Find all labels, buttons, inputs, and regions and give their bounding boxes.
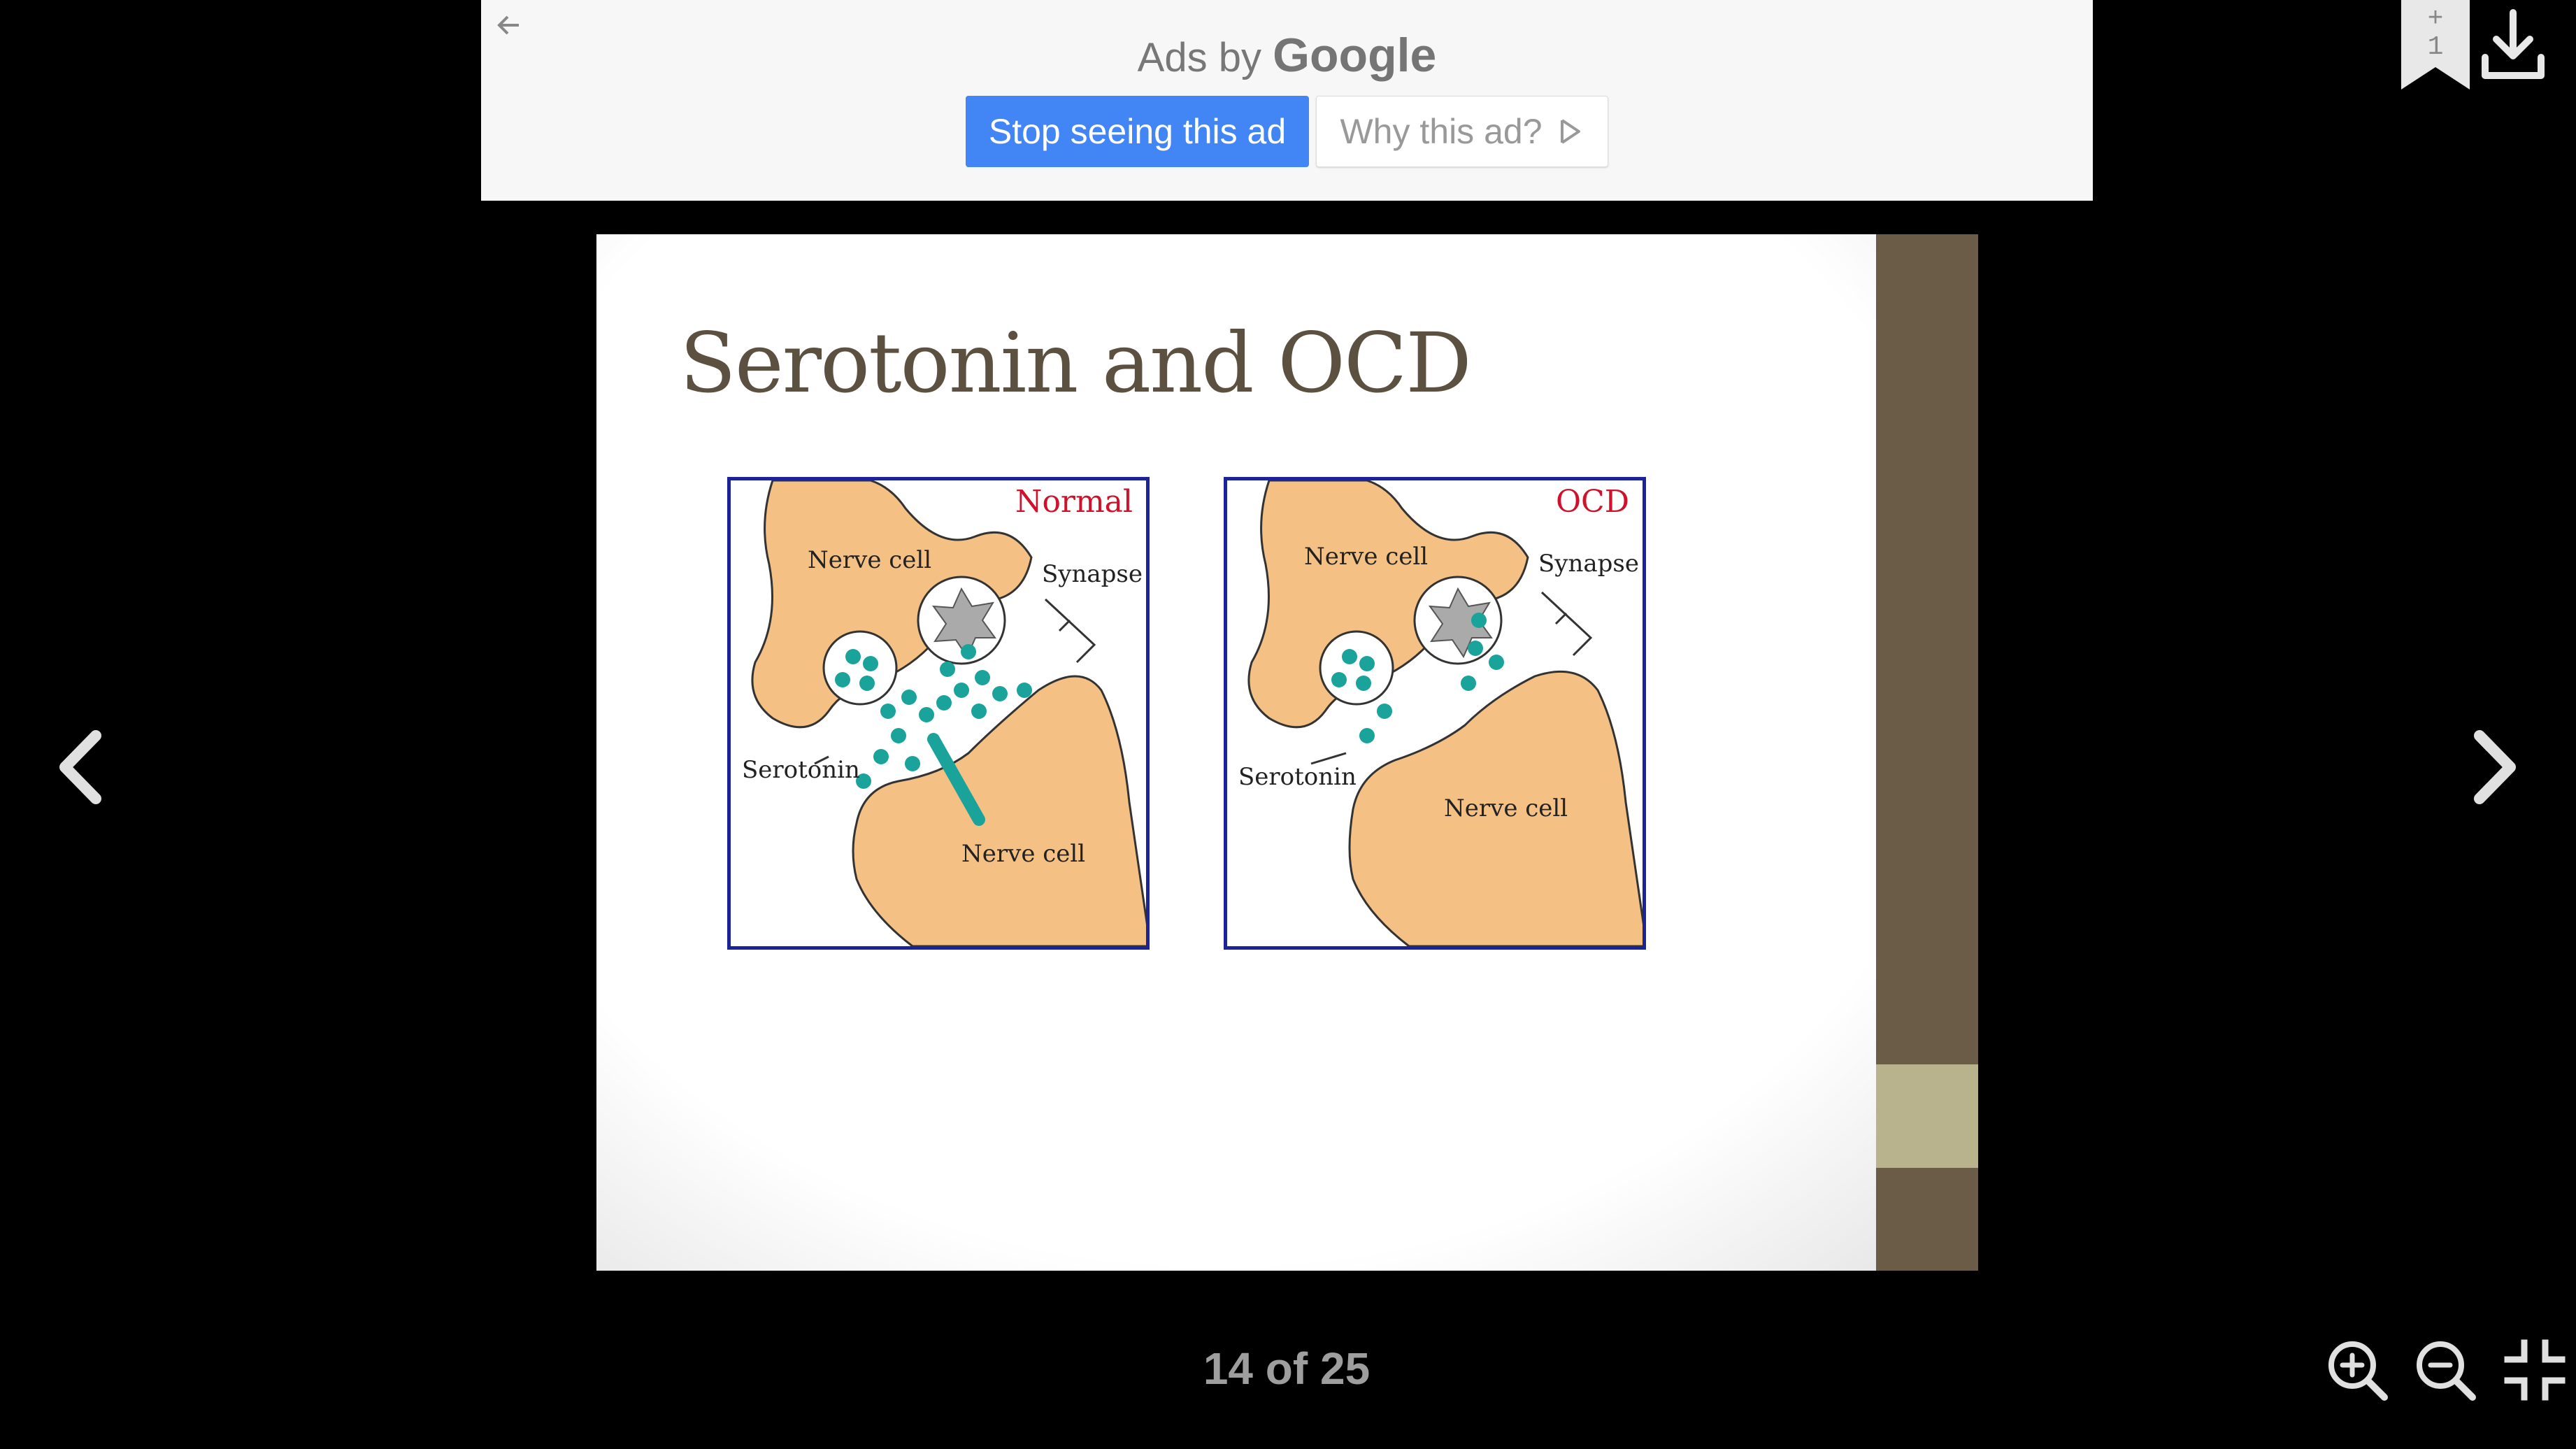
download-icon[interactable]	[2481, 8, 2545, 81]
normal-label-nerve-bottom: Nerve cell	[961, 840, 1086, 868]
ocd-synapse-diagram	[1224, 477, 1646, 950]
why-ad-play-icon	[1557, 117, 1584, 145]
page-counter: 14 of 25	[1203, 1343, 1371, 1394]
zoom-in-icon[interactable]	[2326, 1339, 2389, 1401]
bookmark-plus: +	[2427, 4, 2444, 34]
next-arrow-icon[interactable]	[2467, 729, 2523, 806]
stop-seeing-ad-button[interactable]	[966, 96, 1309, 167]
ocd-heading: OCD	[1555, 484, 1629, 520]
slide-title: Serotonin and OCD	[680, 315, 1471, 411]
slide-side-bar-accent	[1876, 1064, 1978, 1168]
ocd-label-synapse: Synapse	[1538, 550, 1640, 578]
prev-arrow-icon[interactable]	[52, 729, 108, 806]
ad-banner	[481, 0, 2093, 201]
why-this-ad-button[interactable]	[1316, 96, 1608, 167]
normal-synapse-diagram	[727, 477, 1150, 950]
google-logo-text: Google	[1273, 29, 1437, 82]
bookmark-count-value: 1	[2427, 32, 2444, 62]
normal-label-serotonin: Serotonin	[742, 756, 860, 784]
bookmark-count	[2401, 6, 2470, 62]
ocd-label-nerve-bottom: Nerve cell	[1444, 794, 1568, 822]
zoom-out-icon[interactable]	[2414, 1339, 2477, 1401]
ads-by-text: Ads by	[1137, 35, 1261, 80]
ad-buttons	[481, 96, 2093, 167]
why-this-ad-label: Why this ad?	[1340, 112, 1543, 151]
exit-fullscreen-icon[interactable]	[2503, 1339, 2566, 1401]
ocd-label-nerve-top: Nerve cell	[1304, 543, 1429, 571]
ocd-label-serotonin: Serotonin	[1238, 763, 1357, 791]
normal-label-synapse: Synapse	[1042, 560, 1143, 588]
normal-heading: Normal	[1015, 484, 1133, 520]
ads-by-google-label	[481, 28, 2093, 83]
stop-seeing-ad-label: Stop seeing this ad	[988, 112, 1287, 151]
normal-label-nerve-top: Nerve cell	[808, 546, 932, 574]
